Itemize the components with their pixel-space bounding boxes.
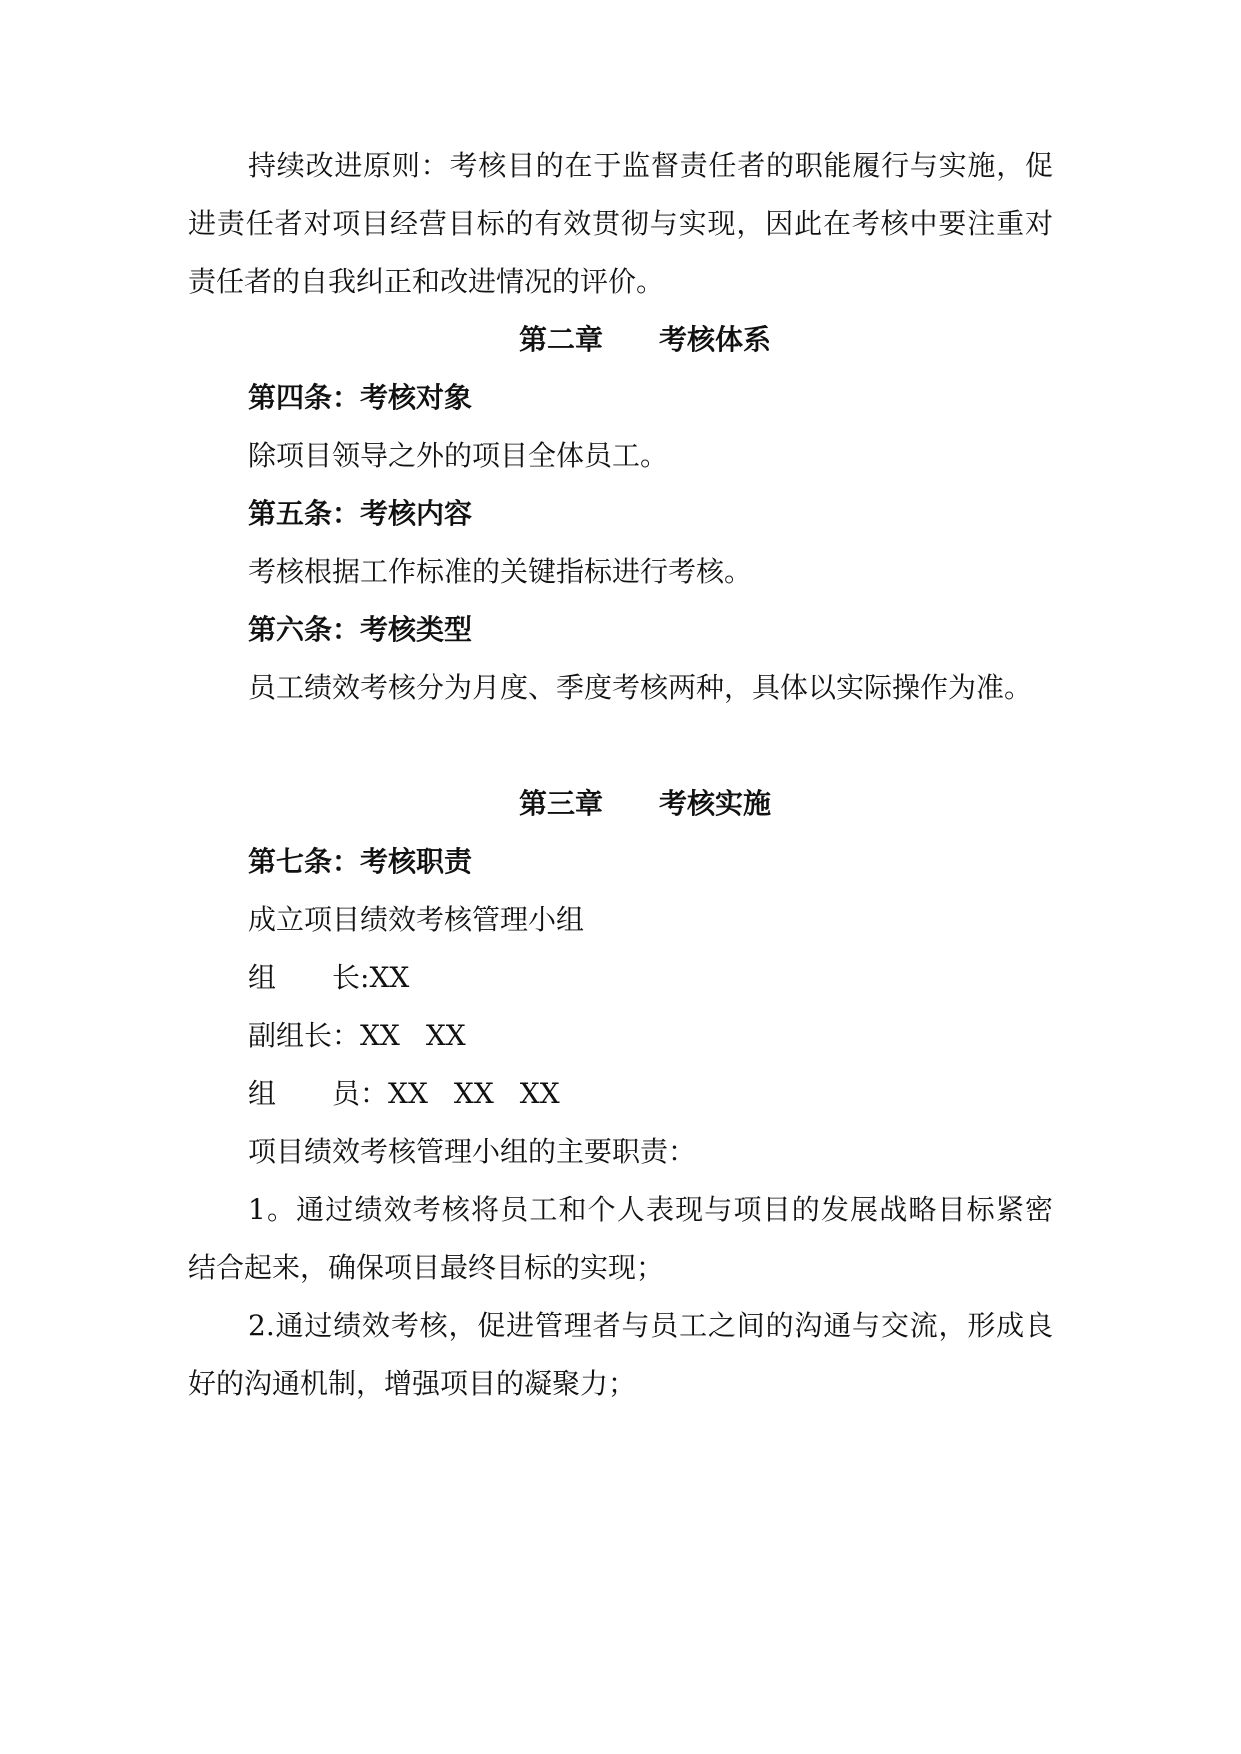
article-text: 成立项目绩效考核管理小组 <box>248 903 585 936</box>
roster-value: XX <box>519 1077 560 1110</box>
paragraph-line: 1。通过绩效考核将员工和个人表现与项目的发展战略目标紧密 <box>248 1193 1053 1226</box>
paragraph-line: 结合起来，确保项目最终目标的实现； <box>188 1251 665 1284</box>
roster-deputy <box>248 1016 466 1056</box>
article-text: 除项目领导之外的项目全体员工。 <box>248 439 669 472</box>
article-heading: 第七条：考核职责 <box>248 845 473 878</box>
roster-members <box>248 1074 560 1114</box>
chapter-number: 第二章 <box>518 323 603 356</box>
roster-leader <box>248 958 409 998</box>
article-heading: 第六条：考核类型 <box>248 613 473 646</box>
article-text: 员工绩效考核分为月度、季度考核两种，具体以实际操作为准。 <box>248 671 1033 704</box>
roster-value: XX <box>453 1077 494 1110</box>
chapter-heading <box>0 320 1241 360</box>
chapter-heading <box>0 784 1241 824</box>
article-text: 考核根据工作标准的关键指标进行考核。 <box>248 555 753 588</box>
chapter-title: 考核体系 <box>659 323 772 356</box>
article-heading: 第四条：考核对象 <box>248 381 473 414</box>
roster-value: 长:XX <box>332 961 410 994</box>
roster-value: 员：XX <box>332 1077 428 1110</box>
chapter-title: 考核实施 <box>659 787 772 820</box>
chapter-number: 第三章 <box>518 787 603 820</box>
roster-value: XX <box>425 1019 466 1052</box>
paragraph-line: 好的沟通机制，增强项目的凝聚力； <box>188 1367 637 1400</box>
roster-label: 组 <box>248 961 277 994</box>
roster-value: 副组长：XX <box>248 1019 400 1052</box>
paragraph-line: 责任者的自我纠正和改进情况的评价。 <box>188 265 665 298</box>
paragraph-line: 持续改进原则：考核目的在于监督责任者的职能履行与实施，促 <box>248 149 1053 182</box>
paragraph-line: 进责任者对项目经营目标的有效贯彻与实现，因此在考核中要注重对 <box>188 207 1053 240</box>
article-text: 项目绩效考核管理小组的主要职责： <box>248 1135 697 1168</box>
article-heading: 第五条：考核内容 <box>248 497 473 530</box>
paragraph-line: 2.通过绩效考核，促进管理者与员工之间的沟通与交流，形成良 <box>248 1309 1053 1342</box>
roster-label: 组 <box>248 1077 277 1110</box>
